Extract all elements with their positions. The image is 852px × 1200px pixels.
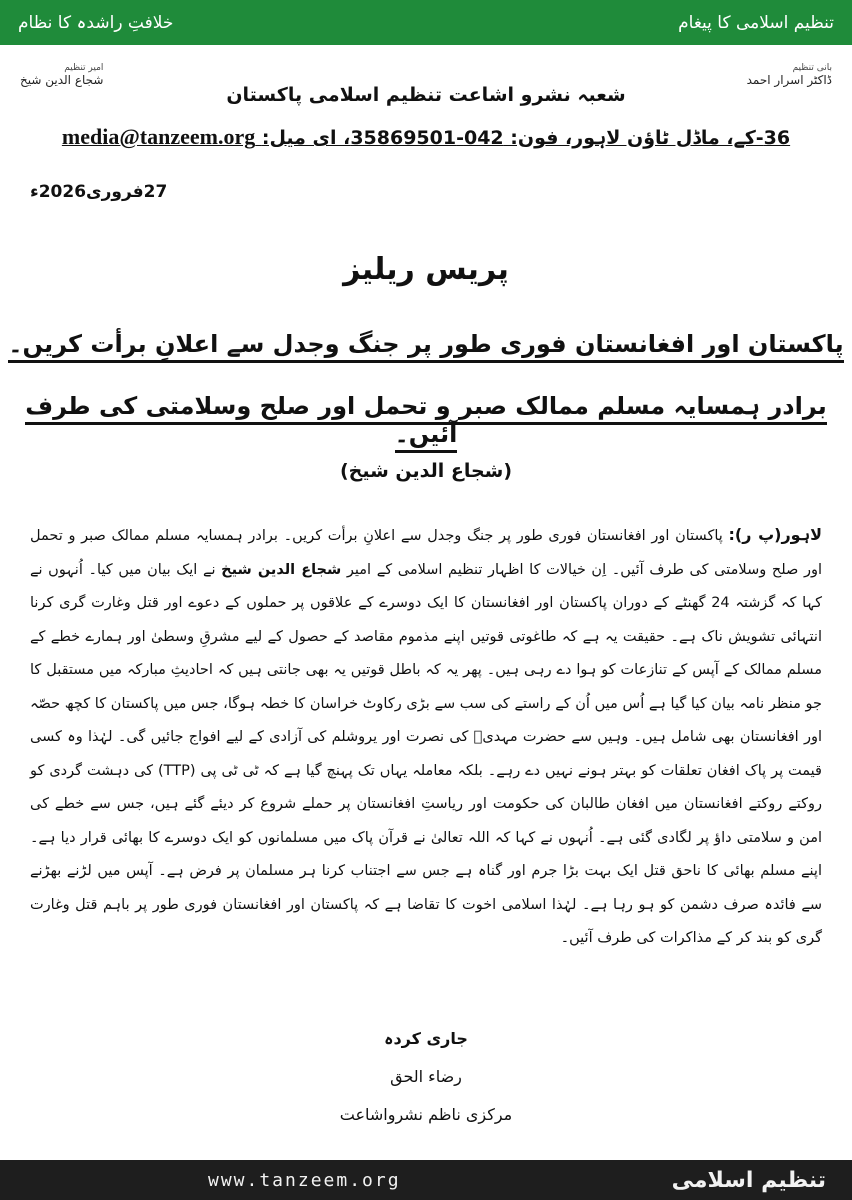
body-name: شجاع الدین شیخ bbox=[221, 561, 342, 578]
department-title: شعبہ نشرو اشاعت تنظیم اسلامی پاکستان bbox=[226, 84, 626, 106]
contact-email-link[interactable]: media@tanzeem.org bbox=[61, 124, 256, 149]
signature-right-name: ڈاکٹر اسرار احمد bbox=[746, 73, 832, 87]
issued-role: مرکزی ناظم نشرواشاعت bbox=[339, 1105, 513, 1124]
header-bar bbox=[0, 0, 852, 45]
issued-block bbox=[0, 1020, 852, 1134]
dateline: لاہور(پ ر): bbox=[728, 525, 822, 544]
signature-left-title: امیر تنظیم bbox=[64, 63, 104, 73]
footer-bar bbox=[0, 1160, 852, 1200]
contact-line bbox=[40, 124, 812, 150]
signature-right bbox=[747, 62, 832, 86]
body-part-2: نے ایک بیان میں کیا۔ اُنہوں نے کہا کہ گزشتہ 24 گھنٹے کے دوران پاکستان اور افغانستان کا ایک دوسرے کے علاقوں پر حملوں کے دعوے اور قتل وغارت گری کرنا انتہائی تشویش ناک ہے۔ حقیقت یہ ہے کہ طاغوتی قوتیں اپنے مذموم مقاصد کے حصول کے لیے مشرقِ وسطیٰ اور ہمارے خطے کے مسلم ممالک کے آپس کے تنازعات کو ہوا دے رہی ہیں۔ پھر یہ کہ باطل قوتیں یہ بھی جانتی ہیں کہ احادیثِ مبارکہ میں مستقبل کا جو منظر نامہ بیان کیا گیا ہے اُس میں اُن کے راستے کی سب سے بڑی رکاوٹ خراسان کا خطہ ہوگا، جس میں پاکستان کا کچھ حصّہ اور افغانستان بھی شامل ہیں۔ وہیں سے حضرت مہدیؑ کی نصرت اور یروشلم کی آزادی کے لیے افواج جائیں گی۔ لہٰذا وہ کسی قیمت پر پاک افغان تعلقات کو بہتر ہونے نہیں دے رہے۔ بلکہ معاملہ یہاں تک پہنچ گیا ہے کہ ٹی ٹی پی (TTP) کی دہشت گردی کو روکتے روکتے افغانستان میں افغان طالبان کی حکومت اور ریاستِ افغانستان پر حملے شروع کر دیئے گئے ہیں، جس سے خطے کی امن و سلامتی داؤ پر لگادی گئی ہے۔ اُنہوں نے کہا کہ اللہ تعالیٰ نے قرآن پاک میں مسلمانوں کو ایک دوسرے کا بھائی قرار دیا ہے۔ اپنے مسلم بھائی کا ناحق قتل ایک بہت بڑا جرم اور گناہ ہے جس سے اجتناب کرنا ہر مسلمان پر فرض ہے۔ آپس میں لڑنے بھڑنے سے فائدہ صرف دشمن کو ہو رہا ہے۔ لہٰذا اسلامی اخوت کا تقاضا ہے کہ پاکستان اور افغانستان فوری طور پر باہم قتل وغارت گری کو بند کر کے مذاکرات کی طرف آئیں۔ bbox=[30, 561, 822, 946]
header-left-slogan: خلافتِ راشدہ کا نظام bbox=[18, 13, 174, 33]
body-text bbox=[30, 518, 822, 956]
footer-logo: تنظیم اسلامی bbox=[671, 1167, 826, 1193]
headline-1 bbox=[0, 330, 852, 358]
issued-label: جاری کردہ bbox=[384, 1029, 468, 1048]
byline: (شجاع الدین شیخ) bbox=[339, 460, 513, 482]
headline-2-text: برادر ہمسایہ مسلم ممالک صبر و تحمل اور صلح وسلامتی کی طرف آئیں۔ bbox=[25, 392, 827, 453]
contact-address-phone: 36-کے، ماڈل ٹاؤن لاہور، فون: 042-35869501، ای میل: bbox=[261, 127, 791, 149]
signature-left-name: شجاع الدین شیخ bbox=[20, 73, 104, 87]
headline-1-text: پاکستان اور افغانستان فوری طور پر جنگ وجدل سے اعلانِ برأت کریں۔ bbox=[8, 330, 843, 363]
footer-website-link[interactable]: www.tanzeem.org bbox=[208, 1169, 401, 1191]
press-release-title: پریس ریلیز bbox=[343, 252, 509, 287]
signature-left bbox=[20, 62, 103, 86]
body-part-1: پاکستان اور افغانستان فوری طور پر جنگ وجدل سے اعلانِ برأت کریں۔ برادر ہمسایہ مسلم ممالک صبر و تحمل اور صلح وسلامتی کی طرف آئیں۔ اِن خیالات کا اظہار تنظیم اسلامی کے امیر bbox=[30, 528, 822, 578]
headline-2 bbox=[0, 392, 852, 448]
release-date: 27فروری2026ء bbox=[30, 182, 168, 202]
header-right-slogan: تنظیم اسلامی کا پیغام bbox=[678, 12, 834, 33]
signature-right-title: بانی تنظیم bbox=[792, 63, 832, 73]
issued-name: رضاء الحق bbox=[390, 1067, 462, 1086]
